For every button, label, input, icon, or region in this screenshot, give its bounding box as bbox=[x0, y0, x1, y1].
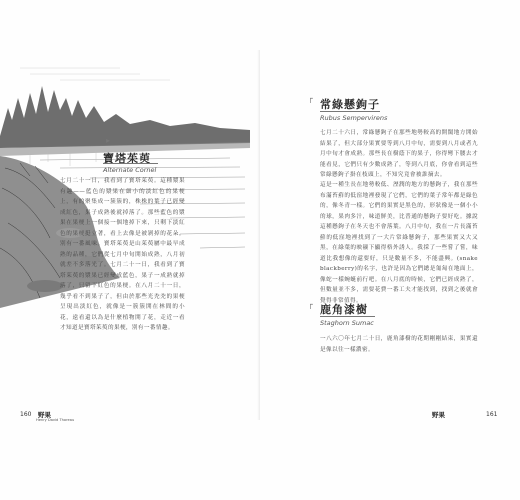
corner-mark: ┌ bbox=[308, 94, 313, 103]
sumac-paragraph-1: 一八六〇年七月二十日，鹿角漆樹的花期剛剛結束，果實還是像以往一樣濃密。 bbox=[320, 336, 478, 353]
section-latin-name: Rubus Sempervirens bbox=[320, 114, 388, 122]
rubus-paragraph-1: 七月二十六日，常綠懸鉤子在那些地勢較高的開闊地方開始結果了，但大部分果實要等到八月中旬，需要到八月或者九月中旬才會成熟。那些長在樹蔭下的果子，你得彎下腰去才能看見，它們只有少數成熟了，等到八月底，你會看到這些常綠懸鉤子掛在枝頭上，不知究竟會被誰摘去。 bbox=[320, 130, 478, 178]
section-title-alternate-cornel: 寶塔茱萸 bbox=[103, 152, 151, 165]
section-latin-name: Alternate Cornel bbox=[103, 166, 157, 174]
running-title-right: 野果 bbox=[432, 411, 445, 419]
body-paragraph-left: 七月二十一日，我看到了寶塔茱萸。這種漿果有趣——藍色的漿果在細小的淡紅色的果梗上，有的聚集成一簇簇的，株株的葉子已經變成紅色，果子成熟後就掉落了。那些藍色的漿果在果梗上一個接一個地掉下來，只剩下淡紅色的果梗挺立著，看上去像是被剝掉的花朵，別有一番風味。寶塔茱萸是山茱萸屬中最早成熟的品種，它們從七月中旬開始成熟，八月初就差不多落光了。七月二十一日，我看到了寶塔茱萸的漿果已經變成藍色，果子一成熟就掉落了，只留下紅色的果梗。在八月二十一日，幾乎看不到果子了，但由於那些光禿禿的果梗呈現出淡紅色，就像是一簇簇開在林間的小花，遠看還以為是什麼植物開了花，走近一看才知道是寶塔茱萸的果梗，別有一番情趣。 bbox=[60, 178, 185, 331]
running-subtitle-left: Henry David Thoreau bbox=[36, 418, 75, 422]
section-title-rubus: 常綠懸鉤子 bbox=[320, 98, 380, 111]
page-number-left: 160 bbox=[20, 411, 32, 418]
corner-mark: ▸ bbox=[106, 136, 111, 145]
title-underline bbox=[320, 111, 380, 112]
section-title-staghorn-sumac: 鹿角漆樹 bbox=[320, 303, 368, 316]
title-underline bbox=[103, 163, 158, 164]
corner-mark: ┌ bbox=[308, 300, 313, 309]
title-underline bbox=[320, 316, 375, 317]
right-page bbox=[260, 0, 520, 500]
page-number-right: 161 bbox=[486, 411, 498, 418]
section-latin-name: Staghorn Sumac bbox=[320, 319, 374, 327]
rubus-paragraph-2: 這是一種生長在地勢較低、溼潤的地方的懸鉤子，我在那些布滿苔蘚的低窪地裡發現了它們，它們的葉子常年都是綠色的，像冬青一樣。它們的果實是黑色的，形狀像是一個小小的球，果肉多汁，味道鮮美，比普通的懸鉤子要好吃。據說這種懸鉤子在冬天也不會落葉。八月中旬，我在一片長滿苔蘚的低窪地裡找到了一大片常綠懸鉤子，那些果實又大又黑，在綠葉的映襯下顯得格外誘人。我採了一些嘗了嘗，味道比我想像的還要好，只是數量不多，不能盡興。(snake blackberry)的名字，也許是因為它們總是匍匐在地面上，像蛇一樣蜿蜒前行吧。在八月底的時候，它們已經成熟了，但數量並不多，需要花費一番工夫才能找到，找到之後就會覺得非常值得。 bbox=[320, 182, 478, 304]
running-title-left: 野果 bbox=[38, 411, 51, 419]
